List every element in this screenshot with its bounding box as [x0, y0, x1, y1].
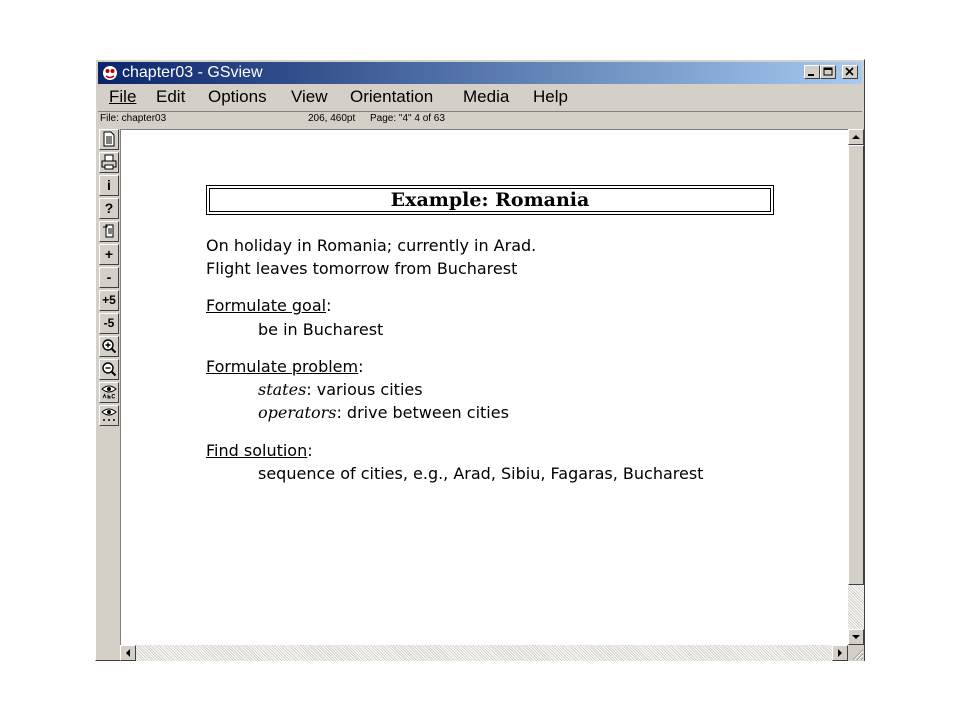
menu-media[interactable]: Media: [463, 87, 510, 106]
resize-grip-icon: [848, 645, 864, 661]
arrow-right-icon: [833, 646, 847, 660]
horizontal-scrollbar[interactable]: [120, 645, 848, 661]
eye-dots-button[interactable]: [99, 405, 119, 426]
minimize-button[interactable]: [804, 65, 820, 79]
next-page-button[interactable]: [99, 244, 119, 265]
slide-title: Example: Romania: [209, 188, 771, 212]
window-title: chapter03 - GSview: [122, 64, 263, 81]
intro-line-2: Flight leaves tomorrow from Bucharest: [206, 259, 518, 278]
document-page: [121, 130, 849, 646]
arrow-down-icon: [849, 630, 863, 644]
goal-heading: Formulate goal:: [206, 296, 332, 315]
eye-abc-button[interactable]: [99, 382, 119, 403]
operators-line: operators: drive between cities: [258, 403, 509, 422]
open-button[interactable]: [99, 129, 119, 150]
close-icon: [843, 66, 857, 78]
help-icon: ?: [104, 200, 114, 216]
eye-abc-icon: [101, 384, 117, 400]
title-bar[interactable]: [98, 62, 862, 84]
status-page: Page: "4" 4 of 63: [370, 113, 445, 124]
minimize-icon: [805, 66, 819, 78]
zoom-in-icon: [101, 338, 117, 354]
arrow-left-icon: [121, 646, 135, 660]
vertical-scrollbar[interactable]: [848, 129, 864, 645]
scroll-right-button[interactable]: [832, 645, 848, 661]
document-viewport[interactable]: [120, 129, 849, 646]
status-file: File: chapter03: [100, 113, 167, 124]
info-icon: i: [107, 177, 111, 193]
print-icon: [101, 154, 117, 170]
menu-bar: [98, 85, 862, 109]
goto-page-icon: [101, 223, 117, 239]
prev-page-button[interactable]: [99, 267, 119, 288]
left-toolbar: [98, 129, 118, 660]
next-page-icon: +: [104, 246, 114, 262]
goal-text: be in Bucharest: [258, 320, 384, 339]
info-button[interactable]: [99, 175, 119, 196]
prev-page-icon: -: [106, 269, 112, 285]
states-line: states: various cities: [258, 380, 423, 399]
status-bar: [98, 111, 862, 128]
skip-forward-5-icon: +5: [102, 293, 116, 307]
menu-options[interactable]: Options: [208, 87, 267, 106]
menu-view[interactable]: View: [291, 87, 328, 106]
solution-text: sequence of cities, e.g., Arad, Sibiu, Fagaras, Bucharest: [258, 464, 704, 483]
menu-help[interactable]: Help: [533, 87, 568, 106]
status-coordinates: 206, 460pt: [308, 113, 356, 124]
problem-heading: Formulate problem:: [206, 357, 364, 376]
eye-dots-icon: [101, 407, 117, 423]
gsview-app-icon[interactable]: [102, 65, 118, 81]
vertical-scroll-thumb[interactable]: [848, 145, 864, 585]
scroll-left-button[interactable]: [120, 645, 136, 661]
zoom-out-icon: [101, 361, 117, 377]
menu-file[interactable]: File: [109, 87, 137, 106]
menu-edit[interactable]: Edit: [156, 87, 186, 106]
scroll-up-button[interactable]: [848, 129, 864, 145]
skip-forward-5-button[interactable]: [99, 290, 119, 311]
skip-back-5-button[interactable]: [99, 313, 119, 334]
close-button[interactable]: [842, 65, 858, 79]
gsview-window: [95, 59, 865, 661]
slide-title-box: [206, 185, 774, 215]
resize-grip[interactable]: [848, 645, 864, 661]
zoom-in-button[interactable]: [99, 336, 119, 357]
maximize-icon: [821, 66, 835, 78]
menu-orientation[interactable]: Orientation: [350, 87, 434, 106]
help-button[interactable]: [99, 198, 119, 219]
solution-heading: Find solution:: [206, 441, 313, 460]
goto-page-button[interactable]: [99, 221, 119, 242]
scroll-down-button[interactable]: [848, 629, 864, 645]
intro-line-1: On holiday in Romania; currently in Arad.: [206, 236, 537, 255]
skip-back-5-icon: -5: [103, 316, 115, 330]
maximize-button[interactable]: [820, 65, 836, 79]
open-file-icon: [101, 131, 117, 147]
print-button[interactable]: [99, 152, 119, 173]
zoom-out-button[interactable]: [99, 359, 119, 380]
arrow-up-icon: [849, 130, 863, 144]
